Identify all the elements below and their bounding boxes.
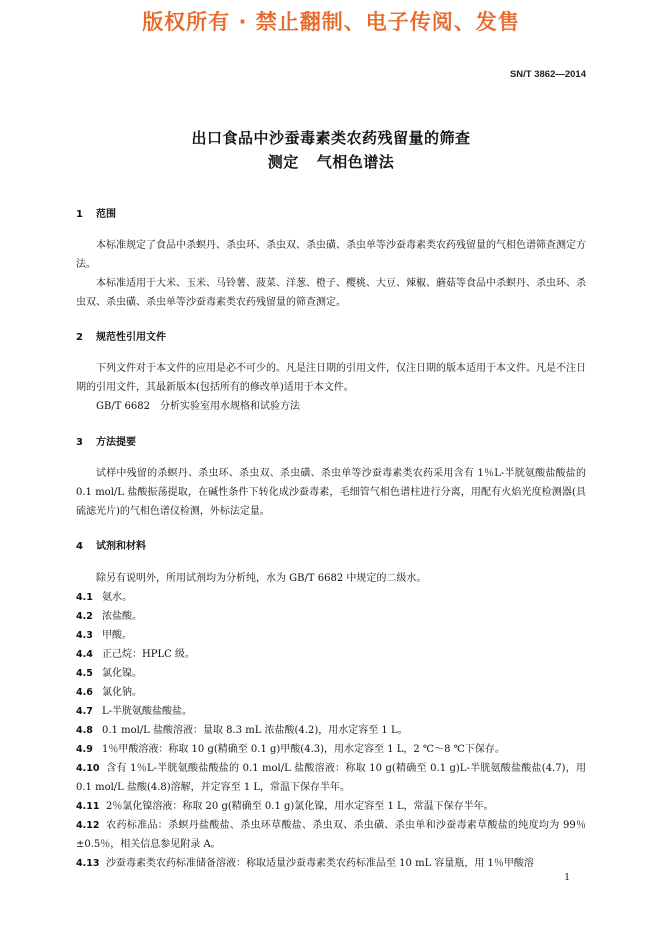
item-text: 甲酸。 bbox=[102, 630, 132, 641]
item-number: 4.8 bbox=[76, 725, 93, 736]
reference-gbt6682: GB/T 6682 分析实验室用水规格和试验方法 bbox=[96, 401, 301, 412]
section-title: 试剂和材料 bbox=[96, 541, 146, 552]
section-number: 2 bbox=[76, 332, 83, 343]
list-item bbox=[76, 588, 586, 607]
list-item bbox=[76, 683, 586, 702]
section-heading-2 bbox=[76, 328, 166, 343]
references-paragraph: 下列文件对于本文件的应用是必不可少的。凡是注日期的引用文件，仅注日期的版本适用于本文件。凡是不注日期的引用文件，其最新版本(包括所有的修改单)适用于本文件。 bbox=[76, 363, 586, 393]
item-number: 4.11 bbox=[76, 801, 100, 812]
item-number: 4.1 bbox=[76, 592, 93, 603]
reagents-intro-paragraph: 除另有说明外，所用试剂均为分析纯，水为 GB/T 6682 中规定的二级水。 bbox=[96, 573, 427, 584]
item-text: 浓盐酸。 bbox=[102, 611, 142, 622]
list-item bbox=[76, 759, 586, 797]
title-part-a: 测定 bbox=[267, 153, 299, 171]
list-item bbox=[76, 664, 586, 683]
list-item bbox=[76, 645, 586, 664]
section-number: 3 bbox=[76, 437, 83, 448]
item-number: 4.10 bbox=[76, 763, 100, 774]
item-number: 4.5 bbox=[76, 668, 93, 679]
item-text: 0.1 mol/L 盐酸溶液：量取 8.3 mL 浓盐酸(4.2)，用水定容至 1 L。 bbox=[102, 725, 408, 736]
section-heading-1 bbox=[76, 205, 116, 220]
title-part-b: 气相色谱法 bbox=[316, 153, 395, 171]
section-title: 规范性引用文件 bbox=[96, 332, 166, 343]
section-heading-3 bbox=[76, 433, 136, 448]
item-number: 4.3 bbox=[76, 630, 93, 641]
item-number: 4.9 bbox=[76, 744, 93, 755]
item-number: 4.13 bbox=[76, 858, 100, 869]
scope-paragraph-2: 本标准适用于大米、玉米、马铃薯、菠菜、洋葱、橙子、樱桃、大豆、辣椒、蘑菇等食品中杀螟丹、杀虫环、杀虫双、杀虫磺、杀虫单等沙蚕毒素类农药残留量的筛查测定。 bbox=[76, 278, 586, 308]
item-text: 氯化镍。 bbox=[102, 668, 142, 679]
item-text: L-半胱氨酸盐酸盐。 bbox=[102, 706, 193, 717]
section-title: 方法提要 bbox=[96, 437, 136, 448]
item-text: 农药标准品：杀螟丹盐酸盐、杀虫环草酸盐、杀虫双、杀虫磺、杀虫单和沙蚕毒素草酸盐的纯度均为 99％±0.5％，相关信息参见附录 A。 bbox=[76, 820, 586, 850]
page-number: 1 bbox=[564, 873, 570, 883]
item-text: 沙蚕毒素类农药标准储备溶液：称取适量沙蚕毒素类农药标准品至 10 mL 容量瓶，用 1％甲酸溶 bbox=[106, 858, 534, 869]
item-number: 4.2 bbox=[76, 611, 93, 622]
list-item bbox=[76, 854, 556, 873]
item-text: 氨水。 bbox=[102, 592, 132, 603]
scope-paragraph-1: 本标准规定了食品中杀螟丹、杀虫环、杀虫双、杀虫磺、杀虫单等沙蚕毒素类农药残留量的气相色谱筛查测定方法。 bbox=[76, 240, 586, 270]
document-title-line2 bbox=[0, 151, 662, 172]
item-number: 4.12 bbox=[76, 820, 100, 831]
section-number: 1 bbox=[76, 209, 83, 220]
list-item bbox=[76, 816, 586, 854]
list-item bbox=[76, 797, 586, 816]
section-title: 范围 bbox=[96, 209, 116, 220]
list-item bbox=[76, 721, 586, 740]
item-number: 4.4 bbox=[76, 649, 93, 660]
copyright-watermark: 版权所有 · 禁止翻制、电子传阅、发售 bbox=[142, 10, 520, 34]
standard-number: SN/T 3862—2014 bbox=[509, 69, 586, 80]
list-item bbox=[76, 702, 586, 721]
item-text: 1％甲酸溶液：称取 10 g(精确至 0.1 g)甲酸(4.3)，用水定容至 1 L，2 ℃～8 ℃下保存。 bbox=[102, 744, 505, 755]
item-text: 含有 1％L-半胱氨酸盐酸盐的 0.1 mol/L 盐酸溶液：称取 10 g(精确至 0.1 g)L-半胱氨酸盐酸盐(4.7)，用 0.1 mol/L 盐酸(4.8)溶解，并定容至 1 L，常温下保存半年。 bbox=[76, 763, 586, 793]
item-text: 氯化钠。 bbox=[102, 687, 142, 698]
item-text: 正己烷：HPLC 级。 bbox=[102, 649, 195, 660]
section-heading-4 bbox=[76, 537, 146, 552]
method-summary-paragraph: 试样中残留的杀螟丹、杀虫环、杀虫双、杀虫磺、杀虫单等沙蚕毒素类农药采用含有 1％L-半胱氨酸盐酸盐的 0.1 mol/L 盐酸振荡提取，在碱性条件下转化成沙蚕毒素，毛细管气相色谱柱进行分离，用配有火焰光度检测器(具硫滤光片)的气相色谱仪检测，外标法定量。 bbox=[76, 468, 586, 517]
list-item bbox=[76, 626, 586, 645]
document-title-line1: 出口食品中沙蚕毒素类农药残留量的筛查 bbox=[191, 129, 471, 147]
item-text: 2％氯化镍溶液：称取 20 g(精确至 0.1 g)氯化镍，用水定容至 1 L，常温下保存半年。 bbox=[106, 801, 494, 812]
list-item bbox=[76, 740, 586, 759]
item-number: 4.7 bbox=[76, 706, 93, 717]
section-number: 4 bbox=[76, 541, 83, 552]
list-item bbox=[76, 607, 586, 626]
item-number: 4.6 bbox=[76, 687, 93, 698]
